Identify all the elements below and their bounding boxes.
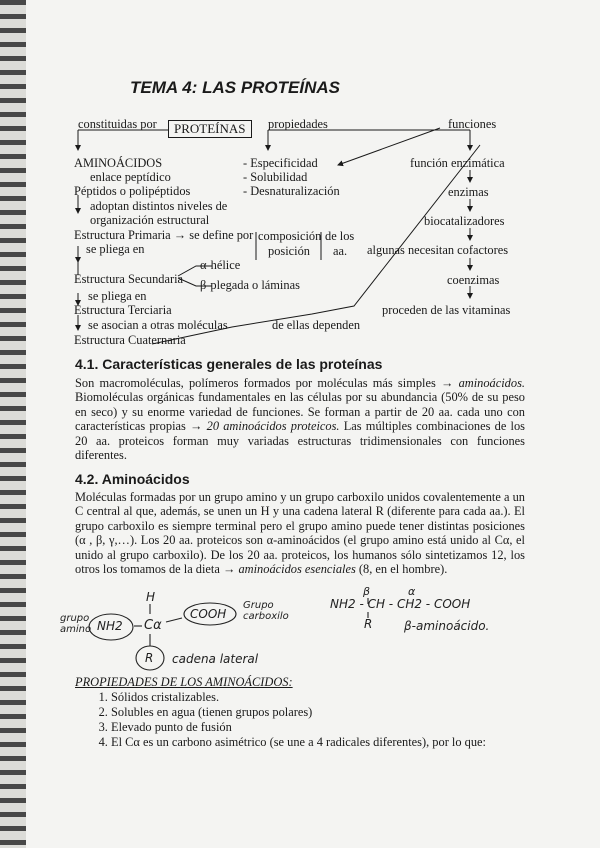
diagram-asocian: se asocian a otras moléculas (88, 318, 228, 332)
diagram-primaria: Estructura Primaria → se define por (74, 228, 254, 242)
diagram-alfa: α-hélice (200, 258, 241, 272)
property-item: 1. Sólidos cristalizables. (111, 690, 551, 705)
diagram-cofactores: algunas necesitan cofactores (367, 243, 509, 257)
hw-cooh: COOH (190, 607, 227, 621)
diagram-aa: aa. (333, 244, 348, 258)
section-4-1-heading: 4.1. Características generales de las proteínas (75, 356, 383, 372)
hw-beta-formula: NH2 - CH - CH2 - COOH (330, 597, 471, 611)
hw-grupo-carboxilo: Grupo carboxilo (243, 600, 289, 622)
hw-nh2: NH2 (97, 619, 123, 633)
diagram-prop-desnaturalizacion: - Desnaturalización (243, 184, 340, 198)
diagram-root-proteinas: PROTEÍNAS (168, 120, 252, 138)
hw-beta-r: R (364, 617, 373, 631)
diagram-adoptan-2: organización estructural (90, 213, 210, 227)
diagram-enlace: enlace peptídico (90, 170, 171, 184)
diagram-adoptan-1: adoptan distintos niveles de (90, 199, 228, 213)
diagram-prop-especificidad: - Especificidad (243, 156, 318, 170)
diagram-pliega-2: se pliega en (88, 289, 147, 303)
diagram-beta: β-plegada o láminas (200, 278, 300, 292)
diagram-coenzimas: coenzimas (447, 273, 500, 287)
hw-calpha: Cα (144, 618, 162, 633)
diagram-composicion: composición (258, 229, 322, 243)
hw-h: H (146, 590, 156, 604)
hw-beta-symbol: β (363, 585, 371, 598)
hw-beta-label: β-aminoácido. (404, 619, 490, 633)
diagram-terciaria: Estructura Terciaria (74, 303, 172, 317)
diagram-func-enzimatica: función enzimática (410, 156, 505, 170)
hw-grupo-amino: grupo amino (60, 613, 92, 635)
section-4-2-heading: 4.2. Aminoácidos (75, 471, 190, 487)
diagram-peptidos: Péptidos o polipéptidos (74, 184, 191, 198)
diagram-posicion: posición (268, 244, 310, 258)
property-item: 4. El Cα es un carbono asimétrico (se une a 4 radicales diferentes), por lo que: (111, 735, 551, 750)
diagram-de-los: de los (325, 229, 355, 243)
section-4-2-text: Moléculas formadas por un grupo amino y un grupo carboxilo unidos covalentemente a un C central al que, además, se unen un H y una cadena lateral R (diferente para cada aa.). El grupo carboxilo es siempre terminal pero el grupo amino puede tener distintas posiciones (α , β, γ,…). Los 20 aa. proteicos son α-aminoácidos (el grupo amino está unido al Cα, el unido al grupo carboxilo). De los 20 aa. proteicos, los humanos sólo sintetizamos 12, los otros los tomamos de la dieta → aminoácidos esenciales (8, en el hombre). (75, 490, 525, 577)
diagram-vitaminas: proceden de las vitaminas (382, 303, 511, 317)
diagram-biocatalizadores: biocatalizadores (424, 214, 505, 228)
hw-alpha-symbol: α (408, 585, 416, 598)
diagram-prop-solubilidad: - Solubilidad (243, 170, 308, 184)
property-item: 2. Solubles en agua (tienen grupos polares) (111, 705, 551, 720)
diagram-enzimas: enzimas (448, 185, 489, 199)
diagram-secundaria: Estructura Secundaria (74, 272, 184, 286)
properties-title: PROPIEDADES DE LOS AMINOÁCIDOS: (75, 675, 293, 689)
page-title: TEMA 4: LAS PROTEÍNAS (130, 78, 340, 97)
hw-r: R (145, 651, 154, 665)
diagram-pliega-1: se pliega en (86, 242, 145, 256)
diagram-funciones: funciones (448, 117, 497, 131)
properties-list (95, 690, 551, 750)
diagram-cuaternaria: Estructura Cuaternaria (74, 333, 186, 347)
diagram-constituidas: constituidas por (78, 117, 157, 131)
diagram-dependen: de ellas dependen (272, 318, 361, 332)
hw-cadena-lateral: cadena lateral (172, 652, 259, 666)
diagram-propiedades: propiedades (268, 117, 328, 131)
diagram-aminoacidos: AMINOÁCIDOS (74, 156, 163, 170)
section-4-1-text: Son macromoléculas, polímeros formados por moléculas más simples → aminoácidos. Biomoléculas orgánicas fundamentales en las células por su abundancia (50% de su peso en seco) y su enorme variedad de funciones. Se forman a partir de 20 aa. cada uno con características propias → 20 aminoácidos proteicos. Las múltiples combinaciones de los 20 aa. proteicos forman muy variadas estructuras tridimensionales con funciones diferentes. (75, 376, 525, 463)
property-item: 3. Elevado punto de fusión (111, 720, 551, 735)
